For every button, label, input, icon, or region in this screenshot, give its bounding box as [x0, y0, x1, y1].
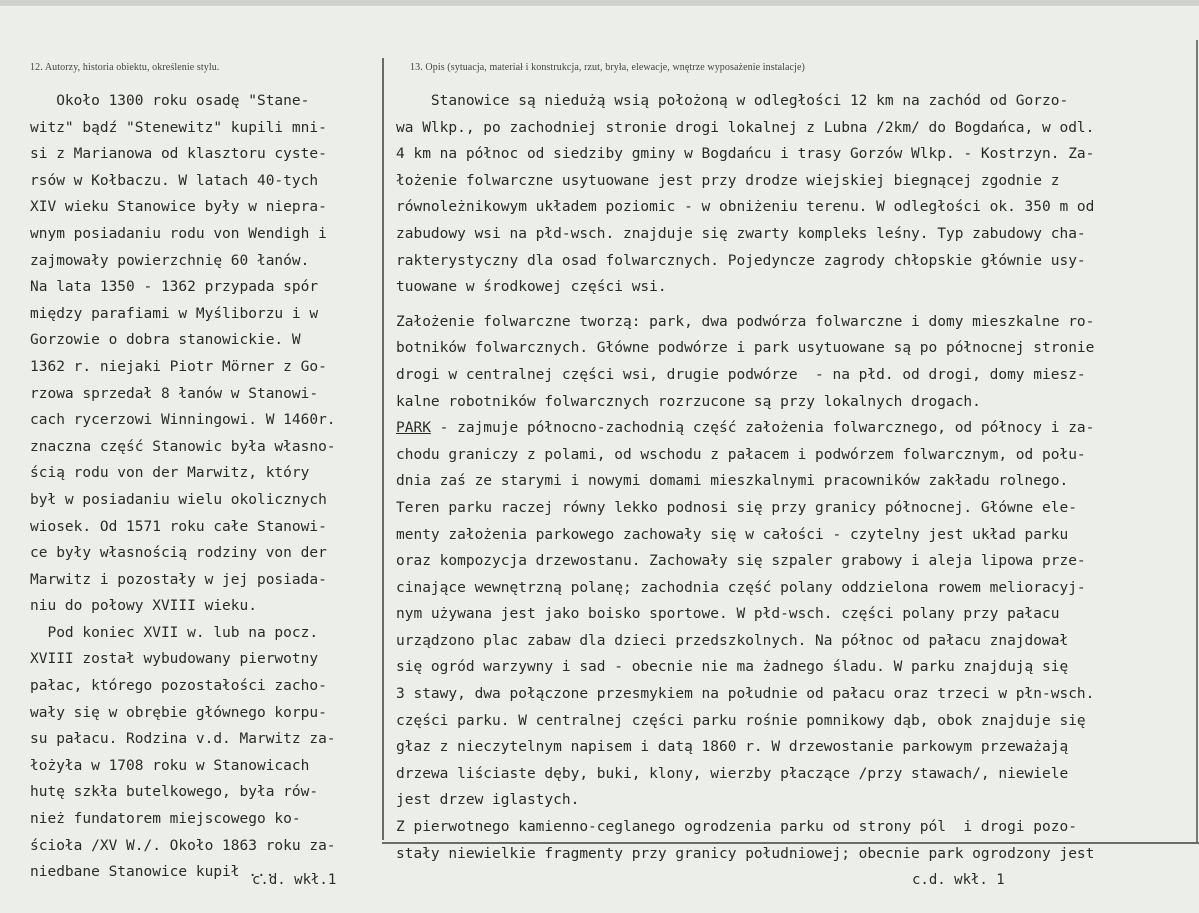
text-line: Marwitz i pozostały w jej posiada-: [30, 571, 327, 588]
right-edge-rule: [1196, 40, 1198, 842]
text-line: kalne robotników folwarcznych rozrzucone są przy lokalnych drogach.: [396, 393, 981, 410]
text-line: wały się w obrębie głównego korpu-: [30, 704, 327, 721]
text-line: oraz kompozycja drzewostanu. Zachowały się szpaler grabowy i aleja lipowa prze-: [396, 553, 1086, 570]
text-line: niedbane Stanowice kupił ...: [30, 864, 275, 881]
text-line: rzowa sprzedał 8 łanów w Stanowi-: [30, 385, 319, 402]
right-section-header: 13. Opis (sytuacja, materiał i konstrukcja, rzut, bryła, elewacje, wnętrze wyposażenie instalacje): [410, 62, 805, 73]
text-line: XIV wieku Stanowice były w niepra-: [30, 199, 327, 216]
layout-paragraph: [396, 309, 1196, 415]
text-line: tuowane w środkowej części wsi.: [396, 279, 667, 296]
text-line: 3 stawy, dwa połączone przesmykiem na południe od pałacu oraz trzeci w płn-wsch.: [396, 686, 1095, 703]
text-line: Pod koniec XVII w. lub na pocz.: [30, 624, 319, 641]
text-line: hutę szkła butelkowego, była rów-: [30, 784, 319, 801]
text-line: drogi w centralnej części wsi, drugie podwórze - na płd. od drogi, domy miesz-: [396, 366, 1086, 383]
text-line: XVIII został wybudowany pierwotny: [30, 651, 319, 668]
text-line: równoleżnikowym układem poziomic - w obniżeniu terenu. W odległości ok. 350 m od: [396, 199, 1095, 216]
text-line: Teren parku raczej równy lekko podnosi się przy granicy północnej. Główne ele-: [396, 499, 1077, 516]
text-line: witz" bądź "Stenewitz" kupili mni-: [30, 119, 327, 136]
text-line: dnia zaś ze starymi i nowymi domami mieszkalnymi pracowników zakładu rolnego.: [396, 473, 1069, 490]
text-line: 1362 r. niejaki Piotr Mörner z Go-: [30, 358, 327, 375]
park-paragraph-first-line: PARK - zajmuje północno-zachodnią część założenia folwarcznego, od północy i za-: [396, 420, 1095, 437]
text-line: się ogród warzywny i sad - obecnie nie ma żadnego śladu. W parku znajdują się: [396, 659, 1069, 676]
park-heading: PARK: [396, 420, 431, 437]
text-line: pałac, którego pozostałości zacho-: [30, 678, 327, 695]
text-line: cinające wewnętrzną polanę; zachodnia część polany oddzielona rowem melioracyj-: [396, 579, 1086, 596]
text-line: su pałacu. Rodzina v.d. Marwitz za-: [30, 731, 336, 748]
top-border: [0, 0, 1199, 6]
text-line: między parafiami w Myśliborzu i w: [30, 305, 319, 322]
text-line: Gorzowie o dobra stanowickie. W: [30, 332, 301, 349]
description-text-column: [396, 88, 1196, 867]
text-line: Około 1300 roku osadę "Stane-: [30, 93, 310, 109]
text-line: ścioła /XV W./. Około 1863 roku za-: [30, 837, 336, 854]
park-paragraph: [396, 442, 1196, 868]
text-line: wiosek. Od 1571 roku całe Stanowi-: [30, 518, 327, 535]
text-line: botników folwarcznych. Główne podwórze i park usytuowane są po północnej stronie: [396, 340, 1095, 357]
text-line: cach rycerzowi Winningowi. W 1460r.: [30, 412, 336, 429]
left-section-header: 12. Autorzy, historia obiektu, określenie stylu.: [30, 62, 220, 73]
text-line: niu do połowy XVIII wieku.: [30, 598, 257, 615]
history-text-column: [30, 88, 375, 886]
column-divider: [382, 58, 384, 840]
text-line: ce były własnością rodziny von der: [30, 545, 327, 562]
text-line: łożyła w 1708 roku w Stanowicach: [30, 757, 310, 774]
text-line: si z Marianowa od klasztoru cyste-: [30, 146, 327, 163]
text-line: stały niewielkie fragmenty przy granicy południowej; obecnie park ogrodzony jest: [396, 845, 1095, 862]
text-line: rakterystyczny dla osad folwarcznych. Pojedyncze zagrody chłopskie głównie usy-: [396, 252, 1086, 269]
text-line: zabudowy wsi na płd-wsch. znajduje się zwarty kompleks leśny. Typ zabudowy cha-: [396, 225, 1086, 242]
text-line: chodu graniczy z polami, od wschodu z pałacem i podwórzem folwarcznym, od połu-: [396, 446, 1086, 463]
continuation-note-right: c.d. wkł. 1: [912, 872, 1005, 888]
text-line: Stanowice są niedużą wsią położoną w odległości 12 km na zachód od Gorzo-: [396, 93, 1069, 109]
text-line: łożenie folwarczne usytuowane jest przy drodze wiejskiej biegnącej zgodnie z: [396, 172, 1060, 189]
text-line: jest drzew iglastych.: [396, 792, 580, 809]
situation-paragraph: [396, 88, 1196, 301]
text-line: urządzono plac zabaw dla dzieci przedszkolnych. Na północ od pałacu znajdował: [396, 632, 1069, 649]
text-line: głaz z nieczytelnym napisem i datą 1860 r. W drzewostanie parkowym przeważają: [396, 739, 1069, 756]
text-line: Założenie folwarczne tworzą: park, dwa podwórza folwarczne i domy mieszkalne ro-: [396, 313, 1095, 330]
text-line: 4 km na północ od siedziby gminy w Bogdańcu i trasy Gorzów Wlkp. - Kostrzyn. Za-: [396, 146, 1095, 163]
continuation-note-left: c.d. wkł.1: [252, 872, 337, 888]
text-line: menty założenia parkowego zachowały się w całości - czytelny jest układ parku: [396, 526, 1069, 543]
text-line: wnym posiadaniu rodu von Wendigh i: [30, 225, 327, 242]
text-line: wa Wlkp., po zachodniej stronie drogi lokalnej z Lubna /2km/ do Bogdańca, w odl.: [396, 119, 1095, 136]
text-line: Z pierwotnego kamienno-ceglanego ogrodzenia parku od strony pól i drogi pozo-: [396, 819, 1077, 836]
text-line: był w posiadaniu wielu okolicznych: [30, 491, 327, 508]
text-line: ścią rodu von der Marwitz, który: [30, 465, 310, 482]
text-line: zajmowały powierzchnię 60 łanów.: [30, 252, 310, 269]
text-line: rsów w Kołbaczu. W latach 40-tych: [30, 172, 319, 189]
text-line: nież fundatorem miejscowego ko-: [30, 811, 301, 828]
text-line: nym używana jest jako boisko sportowe. W płd-wsch. części polany przy pałacu: [396, 606, 1060, 623]
text-line: drzewa liściaste dęby, buki, klony, wierzby płaczące /przy stawach/, niewiele: [396, 765, 1069, 782]
text-line: części parku. W centralnej części parku rośnie pomnikowy dąb, obok znajduje się: [396, 712, 1086, 729]
text-line: Na lata 1350 - 1362 przypada spór: [30, 279, 319, 296]
text-line: znaczna część Stanowic była własno-: [30, 438, 336, 455]
